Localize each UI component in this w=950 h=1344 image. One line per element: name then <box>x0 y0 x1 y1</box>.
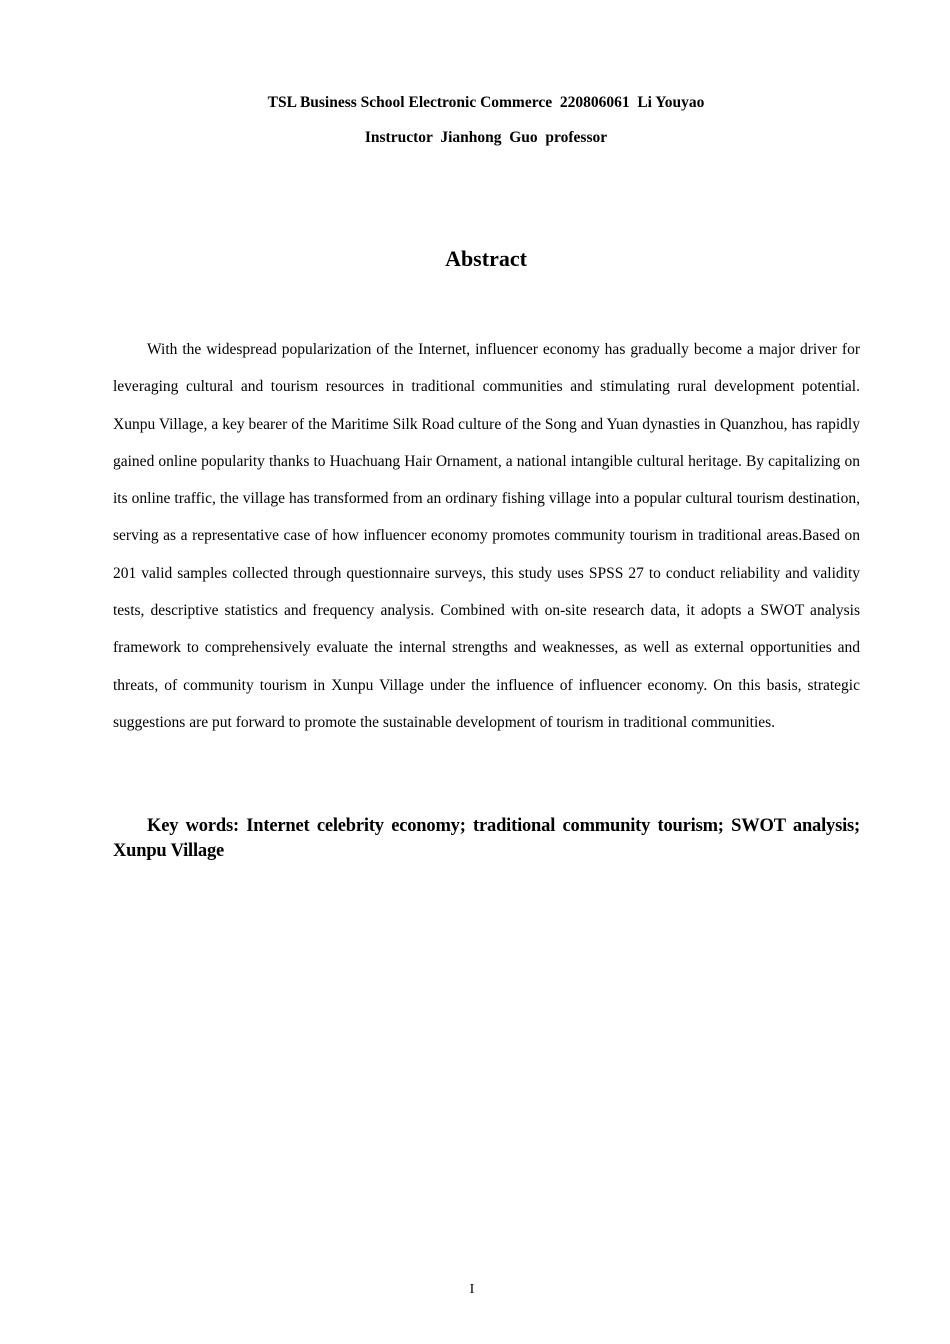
instructor-info-line: Instructor Jianhong Guo professor <box>364 129 608 146</box>
author-info-line: TSL Business School Electronic Commerce 220806061 Li Youyao <box>267 94 705 111</box>
keywords-paragraph: Key words: Internet celebrity economy; traditional community tourism; SWOT analysis; Xunpu Village <box>113 816 860 861</box>
abstract-title: Abstract <box>445 246 527 271</box>
page-number: I <box>469 1282 475 1297</box>
abstract-body: With the widespread popularization of the Internet, influencer economy has gradually become a major driver for leveraging cultural and tourism resources in traditional communities and stimulating rural development potential. Xunpu Village, a key bearer of the Maritime Silk Road culture of the Song and Yuan dynasties in Quanzhou, has rapidly gained online popularity thanks to Huachuang Hair Ornament, a national intangible cultural heritage. By capitalizing on its online traffic, the village has transformed from an ordinary fishing village into a popular cultural tourism destination, serving as a representative case of how influencer economy promotes community tourism in traditional areas.Based on 201 valid samples collected through questionnaire surveys, this study uses SPSS 27 to conduct reliability and validity tests, descriptive statistics and frequency analysis. Combined with on-site research data, it adopts a SWOT analysis framework to comprehensively evaluate the internal strengths and weaknesses, as well as external opportunities and threats, of community tourism in Xunpu Village under the influence of influencer economy. On this basis, strategic suggestions are put forward to promote the sustainable development of tourism in traditional communities. <box>113 341 860 731</box>
